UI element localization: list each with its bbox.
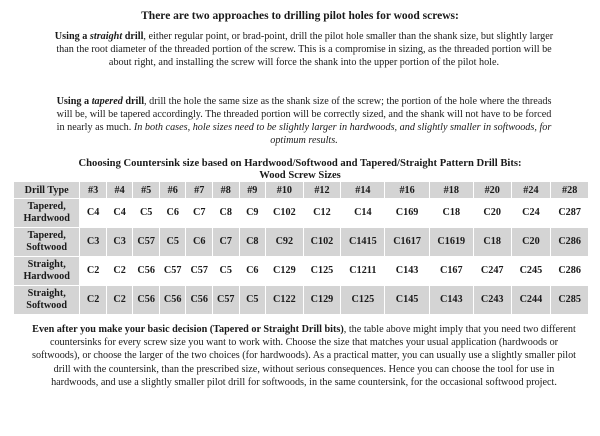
table-row-straight-softwood <box>14 286 589 315</box>
table-cell: C14 <box>341 199 385 228</box>
table-cell: C243 <box>473 286 511 315</box>
countersink-size-table <box>13 181 589 315</box>
table-cell: C6 <box>186 228 213 257</box>
header-cell-size: #28 <box>551 182 589 199</box>
header-cell-size: #8 <box>213 182 240 199</box>
table-cell: C20 <box>511 228 551 257</box>
table-cell: C167 <box>429 257 473 286</box>
table-cell: C6 <box>159 199 186 228</box>
table-cell: C56 <box>159 286 186 315</box>
table-cell: C18 <box>429 199 473 228</box>
table-cell: C169 <box>385 199 429 228</box>
table-cell: C1415 <box>341 228 385 257</box>
table-cell: C102 <box>303 228 341 257</box>
table-cell: C4 <box>106 199 133 228</box>
row-label-line2: Softwood <box>26 300 68 311</box>
table-subtitle: Wood Screw Sizes <box>259 170 341 181</box>
usage-advice-lead: Even after you make your basic decision (Tapered or Straight Drill bits) <box>32 324 344 335</box>
row-label-line2: Hardwood <box>23 213 70 224</box>
row-label-line1: Straight, <box>27 288 66 299</box>
straight-drill-paragraph <box>52 30 556 69</box>
table-cell: C1211 <box>341 257 385 286</box>
tapered-drill-keyword: tapered <box>91 96 123 107</box>
table-cell: C1617 <box>385 228 429 257</box>
straight-drill-keyword: straight <box>89 31 123 42</box>
table-cell: C125 <box>303 257 341 286</box>
table-cell: C145 <box>385 286 429 315</box>
table-header-row <box>14 182 589 199</box>
page-title: There are two approaches to drilling pilot holes for wood screws: <box>141 10 459 22</box>
header-cell-size: #14 <box>341 182 385 199</box>
usage-advice-text: , the table above might imply that you need two different countersinks for every screw size you want to work with. Choose the size that matches your usual application (hardwoods or softwoods), or choose the larger of the two choices (for hardwoods). As a practical matter, you can usually use a slightly smaller pilot drill with the countersink, than the prescribed size, without serious consequences. Hence you can choose the tool for use in hardwoods, and use a slightly smaller pilot drill for softwoods, in the same countersink, for the occasional softwood project. <box>31 324 576 388</box>
table-row-straight-hardwood <box>14 257 589 286</box>
table-cell: C2 <box>106 286 133 315</box>
table-cell: C5 <box>159 228 186 257</box>
header-cell-size: #9 <box>239 182 266 199</box>
table-cell: C3 <box>80 228 107 257</box>
header-cell-size: #18 <box>429 182 473 199</box>
table-cell: C9 <box>239 199 266 228</box>
straight-drill-term: drill <box>122 31 144 42</box>
header-cell-size: #6 <box>159 182 186 199</box>
table-cell: C24 <box>511 199 551 228</box>
table-cell: C285 <box>551 286 589 315</box>
header-cell-size: #10 <box>266 182 304 199</box>
row-label <box>14 257 80 286</box>
header-cell-size: #4 <box>106 182 133 199</box>
table-title: Choosing Countersink size based on Hardwood/Softwood and Tapered/Straight Pattern Drill Bits: <box>78 158 522 169</box>
table-cell: C5 <box>213 257 240 286</box>
table-cell: C5 <box>239 286 266 315</box>
table-cell: C56 <box>133 257 160 286</box>
tapered-drill-text: , drill the hole the same size as the shank size of the screw; the portion of the hole where the threads will be, will be tapered accordingly. The threaded portion will be correctly sized, and the shank will not have to be forced in nearly as much. <box>56 96 552 134</box>
table-cell: C20 <box>473 199 511 228</box>
table-cell: C57 <box>133 228 160 257</box>
header-cell-size: #16 <box>385 182 429 199</box>
header-cell-size: #12 <box>303 182 341 199</box>
tapered-drill-lead: Using a <box>56 96 92 107</box>
table-cell: C92 <box>266 228 304 257</box>
header-cell-size: #3 <box>80 182 107 199</box>
table-cell: C18 <box>473 228 511 257</box>
table-cell: C8 <box>213 199 240 228</box>
header-cell-drill-type: Drill Type <box>14 182 80 199</box>
table-cell: C57 <box>186 257 213 286</box>
table-cell: C4 <box>80 199 107 228</box>
row-label-line1: Straight, <box>27 259 66 270</box>
row-label <box>14 228 80 257</box>
table-cell: C57 <box>213 286 240 315</box>
header-cell-size: #24 <box>511 182 551 199</box>
table-cell: C244 <box>511 286 551 315</box>
hardwood-softwood-note: In both cases, hole sizes need to be slightly larger in hardwoods, and slightly smaller in softwoods, for optimum results. <box>133 122 552 147</box>
row-label-line2: Softwood <box>26 242 68 253</box>
table-cell: C245 <box>511 257 551 286</box>
table-row-tapered-softwood <box>14 228 589 257</box>
table-cell: C247 <box>473 257 511 286</box>
table-cell: C56 <box>186 286 213 315</box>
table-row-tapered-hardwood <box>14 199 589 228</box>
table-cell: C12 <box>303 199 341 228</box>
header-cell-size: #7 <box>186 182 213 199</box>
table-cell: C1619 <box>429 228 473 257</box>
row-label-line1: Tapered, <box>27 201 66 212</box>
table-cell: C122 <box>266 286 304 315</box>
usage-advice-paragraph <box>30 323 578 389</box>
table-cell: C129 <box>303 286 341 315</box>
table-cell: C286 <box>551 257 589 286</box>
table-cell: C2 <box>106 257 133 286</box>
table-cell: C287 <box>551 199 589 228</box>
row-label <box>14 199 80 228</box>
table-cell: C2 <box>80 286 107 315</box>
table-cell: C129 <box>266 257 304 286</box>
table-cell: C5 <box>133 199 160 228</box>
table-cell: C7 <box>186 199 213 228</box>
row-label <box>14 286 80 315</box>
tapered-drill-term: drill <box>122 96 145 107</box>
table-cell: C56 <box>133 286 160 315</box>
table-cell: C125 <box>341 286 385 315</box>
table-cell: C57 <box>159 257 186 286</box>
table-cell: C143 <box>429 286 473 315</box>
table-cell: C6 <box>239 257 266 286</box>
row-label-line1: Tapered, <box>27 230 66 241</box>
table-cell: C102 <box>266 199 304 228</box>
header-cell-size: #20 <box>473 182 511 199</box>
table-cell: C2 <box>80 257 107 286</box>
table-cell: C7 <box>213 228 240 257</box>
table-cell: C143 <box>385 257 429 286</box>
tapered-drill-paragraph <box>52 95 556 147</box>
straight-drill-lead: Using a <box>54 31 90 42</box>
header-cell-size: #5 <box>133 182 160 199</box>
straight-drill-text: , either regular point, or brad-point, drill the pilot hole smaller than the shank size, but slightly larger than the root diameter of the threaded portion of the screw. This is a compromise in sizing, as the threaded portion will be about right, and installing the screw will force the shank into the upper portion of the pilot hole. <box>56 31 554 69</box>
table-cell: C286 <box>551 228 589 257</box>
row-label-line2: Hardwood <box>23 271 70 282</box>
table-cell: C8 <box>239 228 266 257</box>
table-cell: C3 <box>106 228 133 257</box>
